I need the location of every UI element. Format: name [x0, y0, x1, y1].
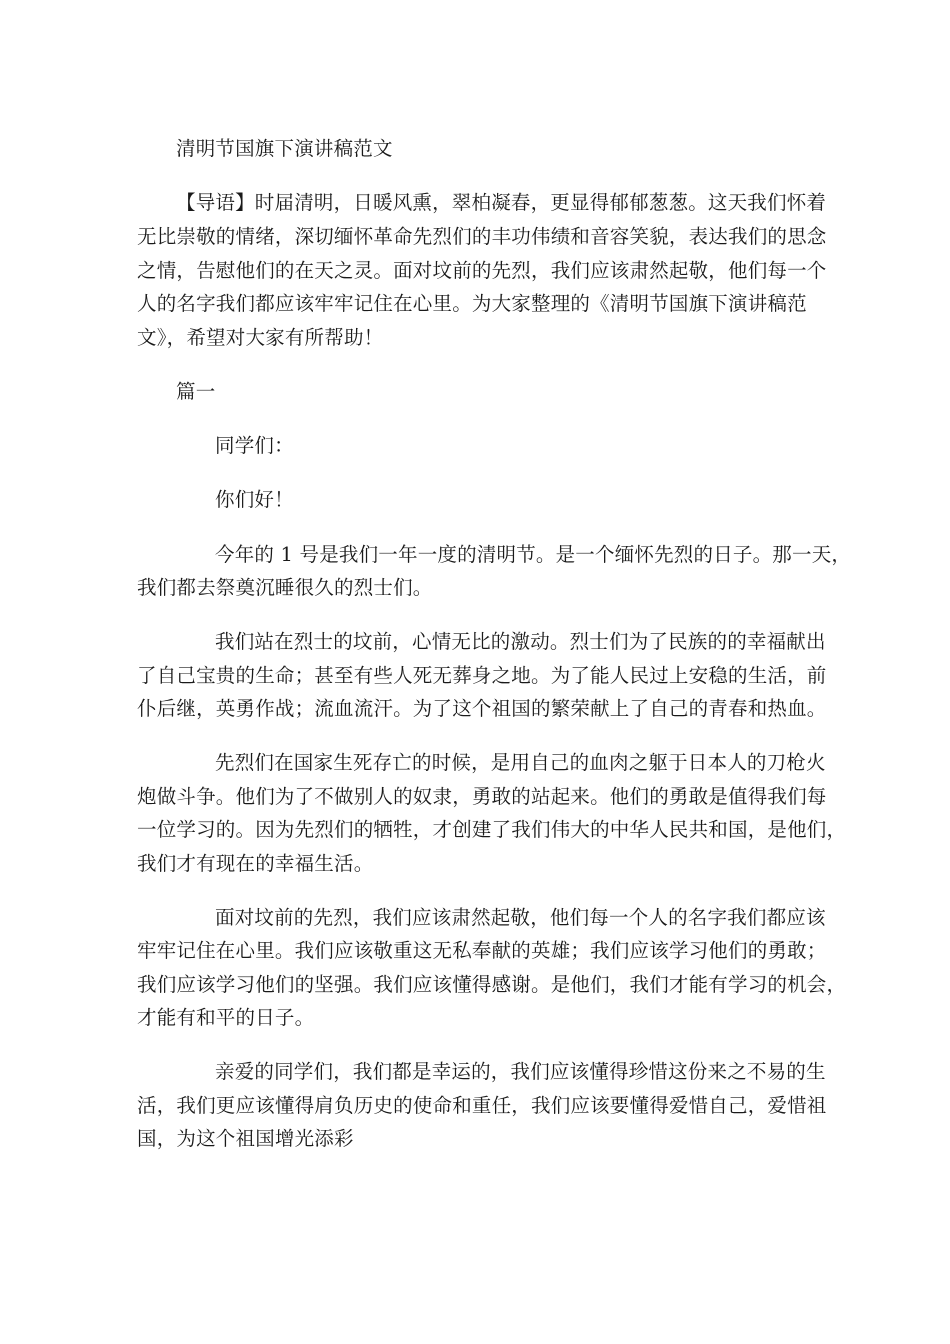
greeting: 你们好！ [215, 488, 294, 511]
paragraph-line: 我们应该学习他们的坚强。我们应该懂得感谢。是他们，我们才能有学习的机会， [137, 973, 847, 996]
intro-line: 之情，告慰他们的在天之灵。面对坟前的先烈，我们应该肃然起敬，他们每一个 [137, 259, 827, 282]
paragraph-line: 牢牢记住在心里。我们应该敬重这无私奉献的英雄；我们应该学习他们的勇敢； [137, 939, 827, 962]
intro-line: 无比崇敬的情绪，深切缅怀革命先烈们的丰功伟绩和音容笑貌，表达我们的思念 [137, 225, 827, 248]
paragraph-line: 才能有和平的日子。 [137, 1006, 315, 1029]
intro-line: 【导语】时届清明，日暖风熏，翠柏凝春，更显得郁郁葱葱。这天我们怀着 [176, 191, 827, 214]
paragraph-line: 先烈们在国家生死存亡的时候，是用自己的血肉之躯于日本人的刀枪火 [215, 751, 826, 774]
salutation: 同学们： [215, 434, 294, 457]
paragraph-line: 我们都去祭奠沉睡很久的烈士们。 [137, 576, 433, 599]
paragraph-line: 炮做斗争。他们为了不做别人的奴隶，勇敢的站起来。他们的勇敢是值得我们每 [137, 785, 827, 808]
paragraph-line: 亲爱的同学们，我们都是幸运的，我们应该懂得珍惜这份来之不易的生 [215, 1060, 826, 1083]
paragraph-line: 活，我们更应该懂得肩负历史的使命和重任，我们应该要懂得爱惜自己，爱惜祖 [137, 1094, 827, 1117]
intro-line: 文》，希望对大家有所帮助！ [137, 326, 384, 349]
paragraph-line: 国，为这个祖国增光添彩 [137, 1127, 354, 1150]
paragraph-line: 我们才有现在的幸福生活。 [137, 852, 374, 875]
paragraph-line: 仆后继，英勇作战；流血流汗。为了这个祖国的繁荣献上了自己的青春和热血。 [137, 697, 827, 720]
paragraph-line: 面对坟前的先烈，我们应该肃然起敬，他们每一个人的名字我们都应该 [215, 906, 826, 929]
paragraph-line: 我们站在烈士的坟前，心情无比的激动。烈士们为了民族的的幸福献出 [215, 630, 826, 653]
document-title: 清明节国旗下演讲稿范文 [176, 137, 393, 160]
intro-line: 人的名字我们都应该牢牢记住在心里。为大家整理的《清明节国旗下演讲稿范 [137, 292, 807, 315]
paragraph-line: 一位学习的。因为先烈们的牺牲，才创建了我们伟大的中华人民共和国，是他们， [137, 818, 847, 841]
section-heading: 篇一 [176, 380, 216, 403]
paragraph-line: 了自己宝贵的生命；甚至有些人死无葬身之地。为了能人民过上安稳的生活，前 [137, 664, 827, 687]
paragraph-line: 今年的 1 号是我们一年一度的清明节。是一个缅怀先烈的日子。那一天， [215, 543, 852, 566]
